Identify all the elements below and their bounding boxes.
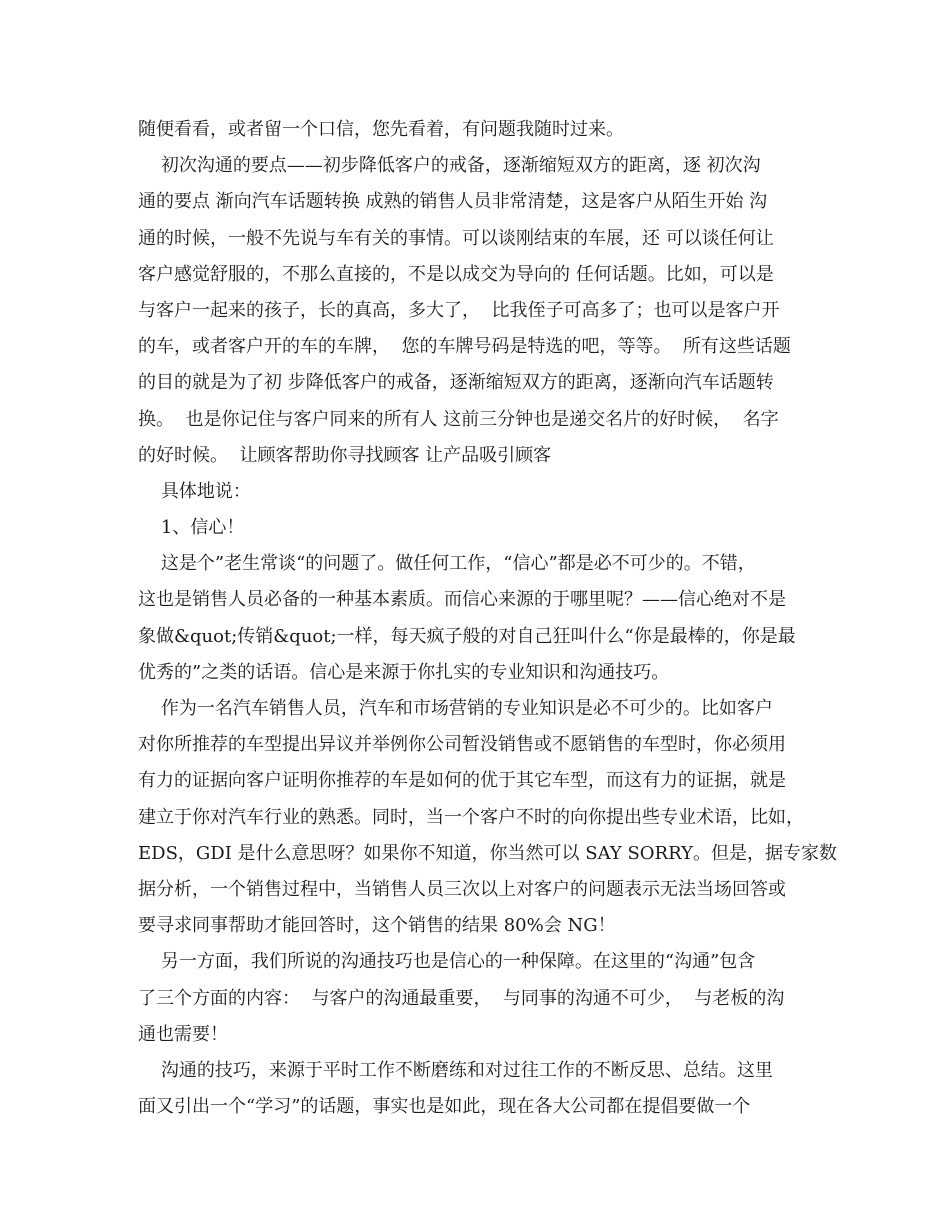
text-line: 象做&quot;传销&quot;一样，每天疯子般的对自己狂叫什么“你是最棒的，你是最 [138, 625, 796, 647]
text-line: 有力的证据向客户证明你推荐的车是如何的优于其它车型，而这有力的证据，就是 [138, 770, 786, 792]
text-line: 的车，或者客户开的车的车牌， 您的车牌号码是特选的吧，等等。 所有这些话题 [138, 336, 791, 358]
text-line: 要寻求同事帮助才能回答时，这个销售的结果 80%会 NG！ [138, 915, 616, 937]
text-line: 的目的就是为了初 步降低客户的戒备，逐渐缩短双方的距离，逐渐向汽车话题转 [138, 372, 774, 394]
text-line: 对你所推荐的车型提出异议并举例你公司暂没销售或不愿销售的车型时，你必须用 [138, 734, 786, 756]
text-line: 这是个”老生常谈“的问题了。做任何工作，“信心”都是必不可少的。不错， [138, 553, 756, 575]
text-line: 随便看看，或者留一个口信，您先看着，有问题我随时过来。 [138, 119, 624, 140]
text-line: 作为一名汽车销售人员，汽车和市场营销的专业知识是必不可少的。比如客户 [138, 698, 773, 719]
text-line: 通的要点 渐向汽车话题转换 成熟的销售人员非常清楚，这是客户从陌生开始 沟 [138, 191, 768, 213]
text-line: 1、信心！ [138, 517, 245, 539]
text-line: 沟通的技巧，来源于平时工作不断磨练和对过往工作的不断反思、总结。这里 [138, 1059, 773, 1081]
text-line: 建立于你对汽车行业的熟悉。同时，当一个客户不时的向你提出些专业术语，比如， [138, 806, 804, 828]
text-line: 面又引出一个“学习”的话题，事实也是如此，现在各大公司都在提倡要做一个 [138, 1096, 751, 1118]
text-line: 优秀的”之类的话语。信心是来源于你扎实的专业知识和沟通技巧。 [138, 661, 670, 683]
text-line: 换。 也是你记住与客户同来的所有人 这前三分钟也是递交名片的好时候， 名字 [138, 408, 779, 430]
text-line: 通也需要！ [138, 1023, 228, 1045]
text-line: 具体地说： [138, 480, 251, 502]
document-body [138, 112, 837, 1125]
text-line: 客户感觉舒服的，不那么直接的，不是以成交为导向的 任何话题。比如，可以是 [138, 263, 774, 285]
text-line: 通的时候，一般不先说与车有关的事情。可以谈刚结束的车展，还 可以谈任何让 [138, 227, 774, 249]
text-line: 初次沟通的要点——初步降低客户的戒备，逐渐缩短双方的距离，逐 初次沟 [138, 155, 761, 177]
text-line: 这也是销售人员必备的一种基本素质。而信心来源的于哪里呢？——信心绝对不是 [138, 589, 786, 611]
text-line: 的好时候。 让顾客帮助你寻找顾客 让产品吸引顾客 [138, 444, 552, 466]
text-line: EDS，GDI 是什么意思呀？如果你不知道，你当然可以 SAY SORRY。但是，据专家数 [138, 842, 837, 864]
text-line: 另一方面，我们所说的沟通技巧也是信心的一种保障。在这里的“沟通”包含 [138, 951, 756, 973]
text-line: 了三个方面的内容： 与客户的沟通最重要， 与同事的沟通不可少， 与老板的沟 [138, 987, 785, 1009]
text-line: 据分析，一个销售过程中，当销售人员三次以上对客户的问题表示无法当场回答或 [138, 878, 786, 900]
text-line: 与客户一起来的孩子，长的真高，多大了， 比我侄子可高多了；也可以是客户开 [138, 299, 780, 321]
